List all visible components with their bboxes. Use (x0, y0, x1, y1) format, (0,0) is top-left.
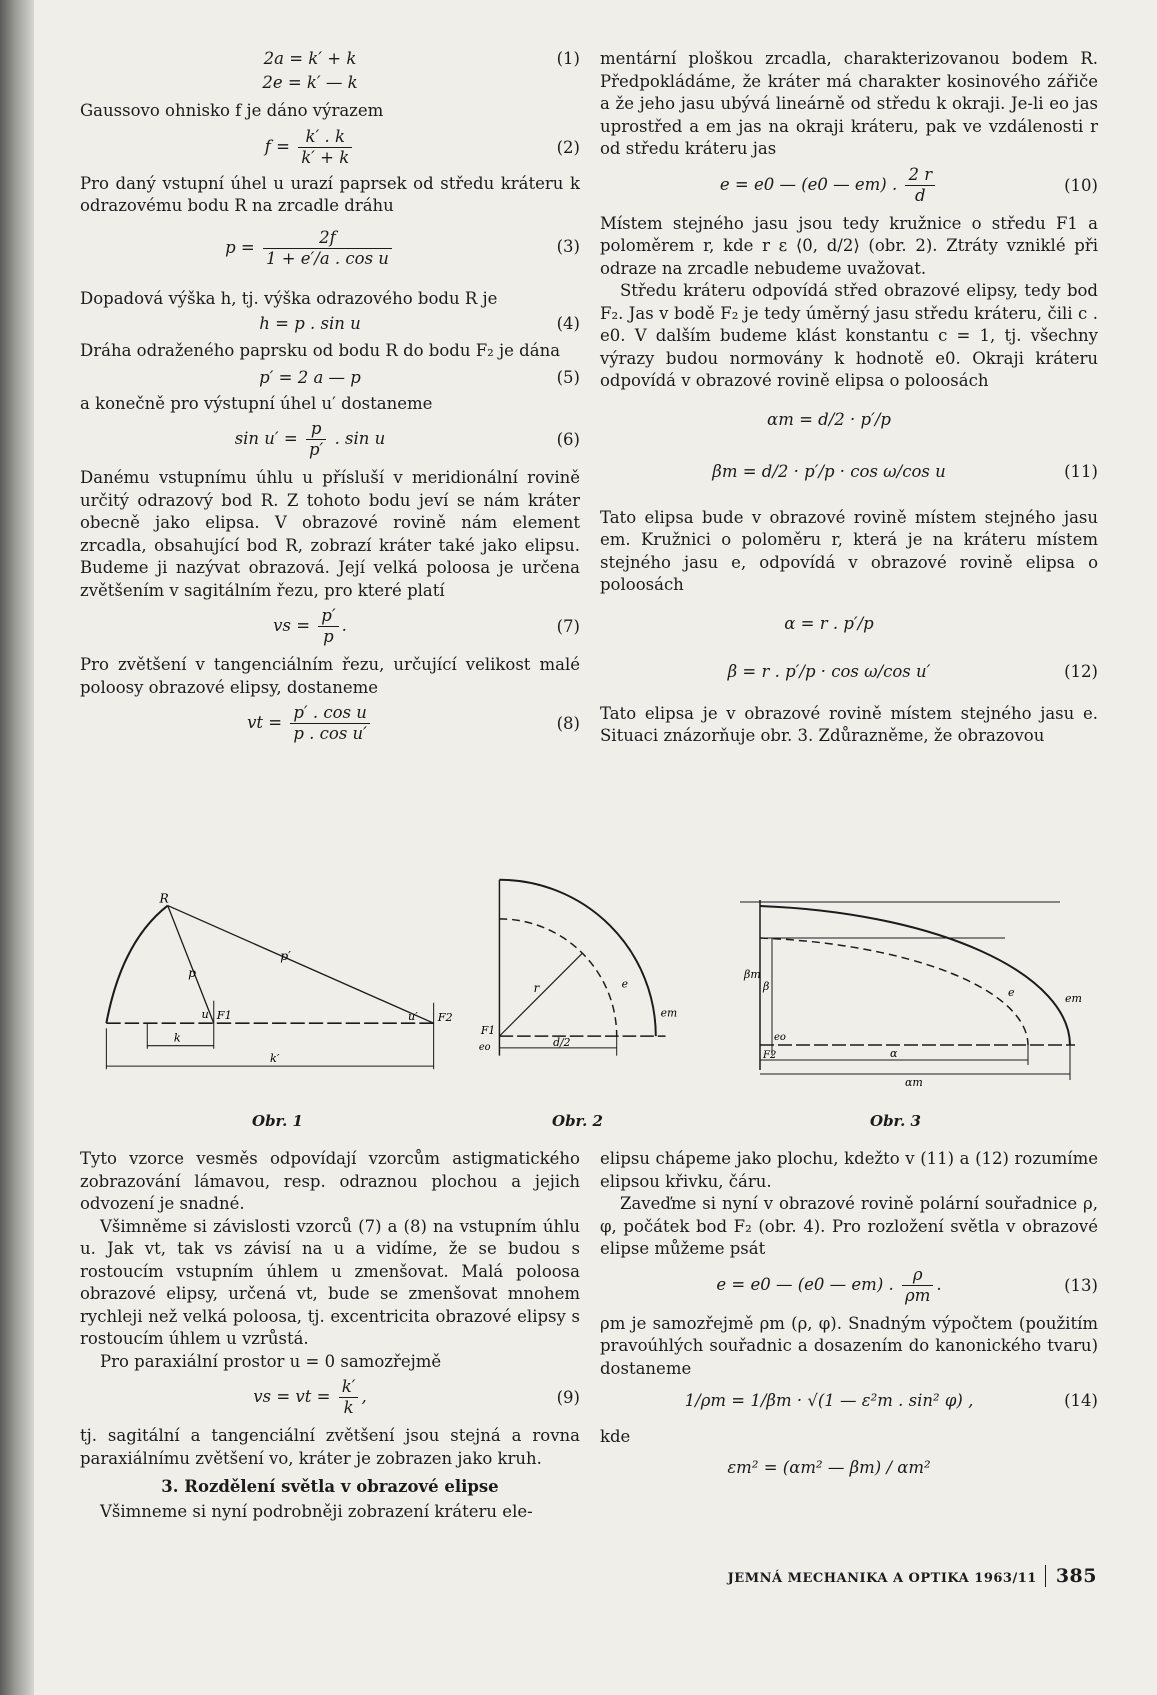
figure-1-caption: Obr. 1 (252, 1112, 303, 1130)
paragraph: Pro paraxiální prostor u = 0 samozřejmě (100, 1351, 442, 1371)
equation-5: p′ = 2 a — p (5) (259, 367, 580, 387)
paragraph: tj. sagitální a tangenciální zvětšení jsou stejná a rovna paraxiálnímu zvětšení vo, kráter je zobrazen jako kruh. (80, 1426, 580, 1468)
label-eo: eo (478, 1041, 491, 1053)
label-beta-m: βm (744, 968, 761, 981)
equation-12b: β = r . p′/p · cos ω/cos u′ (12) (727, 661, 1098, 681)
label-k-prime: k′ (270, 1052, 280, 1066)
label-em: em (1065, 992, 1082, 1005)
paragraph: Tyto vzorce vesměs odpovídají vzorcům astigmatického zobrazování lámavou, resp. odraznou plochou a jejich odvození je snadné. (80, 1149, 580, 1213)
label-eo: eo (774, 1032, 786, 1043)
equation-13: e = e0 — (e0 — em) . $\frac{\rho}{\rho m}$ . (13) (716, 1264, 1098, 1305)
figure-3-diagram (730, 890, 1090, 1090)
label-em: em (660, 1006, 678, 1020)
fraction: $\frac{\rho}{\rho m}$ (902, 1265, 933, 1306)
left-column-bottom (80, 1148, 580, 1523)
equation-12a: α = r . p′/p (784, 613, 874, 633)
paragraph: Pro daný vstupní úhel u urazí paprsek od středu kráteru k odrazovému bodu R na zrcadle dráhu (80, 173, 580, 215)
paragraph: elipsu chápeme jako plochu, kdežto v (11) a (12) rozumíme elipsou křivku, čáru. (600, 1149, 1098, 1191)
paragraph: kde (600, 1427, 631, 1446)
label-F1: F1 (216, 1009, 232, 1023)
equation-4: h = p . sin u (4) (259, 314, 580, 333)
paragraph: ρm je samozřejmě ρm (ρ, φ). Snadným výpočtem (použitím pravoúhlých souřadnic a dosazením do kanonického tvaru) dostaneme (600, 1313, 1098, 1378)
label-e: e (621, 977, 628, 991)
label-R: R (159, 891, 169, 906)
paragraph: Všimněme si závislosti vzorců (7) a (8) na vstupním úhlu u. Jak vt, tak vs závisí na u a vidíme, že se budou s rostoucím vstupním úhlem u zmenšovat. Malá poloosa obrazové elipsy, určená vt, bude se zmenšovat mnohem rychleji než velká poloosa, tj. excentricita obrazové elipsy s rostoucím úhlem u vzrůstá. (80, 1216, 580, 1348)
fraction: $\frac{p'}{p}$ (318, 606, 338, 647)
equation-15: εm² = (αm² — βm) / αm² (727, 1457, 931, 1477)
paragraph: Středu kráteru odpovídá střed obrazové elipsy, tedy bod F₂. Jas v bodě F₂ je tedy úměrný jasu středu kráteru, čili c . e0. V dalším budeme klást konstantu c = 1, tj. všechny výrazy budou normovány k hodnotě e0. Okraji kráteru odpovídá v obrazové rovině elipsa o poloosách (600, 281, 1098, 390)
label-r: r (533, 981, 540, 996)
label-beta: β (763, 980, 770, 993)
label-k: k (173, 1031, 181, 1045)
label-p-prime: p′ (280, 948, 291, 963)
paragraph: Tato elipsa bude v obrazové rovině místem stejného jasu em. Kružnici o poloměru r, která je na kráteru místem stejného jasu e, odpovídá v obrazové rovině elipsa o poloosách (600, 507, 1098, 594)
section-heading: 3. Rozdělení světla v obrazové elipse (161, 1477, 499, 1496)
equation-11b: βm = d/2 · p′/p · cos ω/cos u (11) (712, 461, 1098, 481)
figure-2-caption: Obr. 2 (552, 1112, 603, 1130)
equation-number: (1) (556, 49, 580, 68)
equation-7: vs = $\frac{p'}{p}$ . (7) (273, 606, 580, 646)
label-p: p (188, 966, 197, 981)
fraction: $\frac{k' . k}{k' + k}$ (298, 127, 352, 168)
label-u-prime: u′ (408, 1010, 418, 1024)
right-column (600, 48, 1098, 868)
equation-2: f = $\frac{k' . k}{k' + k}$ (2) (264, 126, 580, 167)
right-column-bottom (600, 1148, 1098, 1489)
journal-name: JEMNÁ MECHANIKA A OPTIKA 1963/11 (727, 1571, 1037, 1586)
fraction: $\frac{p}{p'}$ (306, 419, 326, 460)
label-u: u (201, 1008, 209, 1022)
label-F1: F1 (480, 1024, 496, 1038)
label-F2: F2 (763, 1050, 777, 1061)
figure-1-diagram (95, 880, 453, 1105)
left-column (80, 48, 580, 768)
label-d-half: d/2 (553, 1035, 571, 1049)
equation-1a: 2a = k′ + k (1) (80, 48, 580, 72)
label-alpha-m: αm (905, 1076, 923, 1089)
paragraph: Danému vstupnímu úhlu u přísluší v meridionální rovině určitý odrazový bod R. Z tohoto bodu jeví se nám kráter obecně jako elipsa. V obrazové rovině nám element zrcadla, obsahující bod R, zobrazí kráter také jako elipsu. Budeme ji nazývat obrazová. Její velká poloosa je určena zvětšením v sagitálním řezu, pro které platí (80, 468, 580, 600)
figure-3-caption: Obr. 3 (870, 1112, 921, 1130)
page-footer (728, 1565, 1097, 1587)
page-gutter-shadow (0, 0, 34, 1695)
paragraph: Všimneme si nyní podrobněji zobrazení kráteru ele- (100, 1501, 533, 1521)
paragraph: Gaussovo ohnisko f je dáno výrazem (80, 101, 384, 120)
equation-1b: 2e = k′ — k (262, 73, 358, 92)
fraction: $\frac{2 r}{d}$ (905, 165, 935, 206)
equation-11a: αm = d/2 · p′/p (767, 409, 891, 429)
paragraph: Místem stejného jasu jsou tedy kružnice o středu F1 a poloměrem r, kde r ε ⟨0, d/2⟩ (obr. 2). Ztráty vzniklé při odraze na zrcadle nebudeme uvažovat. (600, 213, 1098, 278)
equation-14: 1/ρm = 1/βm · √(1 — ε²m . sin² φ) , (14) (684, 1391, 1098, 1410)
figure-2-diagram (475, 870, 690, 1085)
paragraph: mentární ploškou zrcadla, charakterizovanou bodem R. Předpokládáme, že kráter má charakter kosinového zářiče a že jeho jasu ubývá lineárně od středu k okraji. Je-li eo jas uprostřed a em jas na okraji kráteru, pak ve vzdálenosti r od středu kráteru jas (600, 49, 1098, 158)
fraction: $\frac{2f}{\text{1 + e′/a . cos u}}$ (263, 228, 392, 269)
equation-6: sin u′ = $\frac{p}{p'}$ . sin u (6) (234, 419, 580, 459)
paragraph: Tato elipsa je v obrazové rovině místem stejného jasu e. Situaci znázorňuje obr. 3. Zdůrazněme, že obrazovou (600, 703, 1098, 745)
paragraph: Dráha odraženého paprsku od bodu R do bodu F₂ je dána (80, 341, 561, 360)
label-e: e (1008, 986, 1015, 999)
paragraph: Zaveďme si nyní v obrazové rovině polární souřadnice ρ, φ, počátek bod F₂ (obr. 4). Pro rozložení světla v obrazové elipse můžeme psát (600, 1194, 1098, 1258)
label-F2: F2 (437, 1011, 453, 1025)
equation-10: e = e0 — (e0 — em) . $\frac{2 r}{d}$ (10) (719, 164, 1098, 205)
paragraph: a konečně pro výstupní úhel u′ dostaneme (80, 393, 433, 413)
page-number: 385 (1045, 1565, 1097, 1587)
fraction: $\frac{k'}{k}$ (339, 1377, 359, 1418)
equation-8: vt = $\frac{\text{p′ . cos u}}{\text{p . cos u′}}$ (8) (247, 703, 580, 743)
fraction: $\frac{\text{p′ . cos u}}{\text{p . cos u′}}$ (290, 703, 370, 744)
paragraph: Pro zvětšení v tangenciálním řezu, určující velikost malé poloosy obrazové elipsy, dostaneme (80, 655, 580, 697)
equation-9: vs = vt = $\frac{k'}{k}$ , (9) (253, 1377, 580, 1417)
label-alpha: α (890, 1047, 898, 1060)
paragraph: Dopadová výška h, tj. výška odrazového bodu R je (80, 288, 498, 308)
equation-3: p = $\frac{2f}{\text{1 + e′/a . cos u}}$ (3) (225, 227, 580, 268)
